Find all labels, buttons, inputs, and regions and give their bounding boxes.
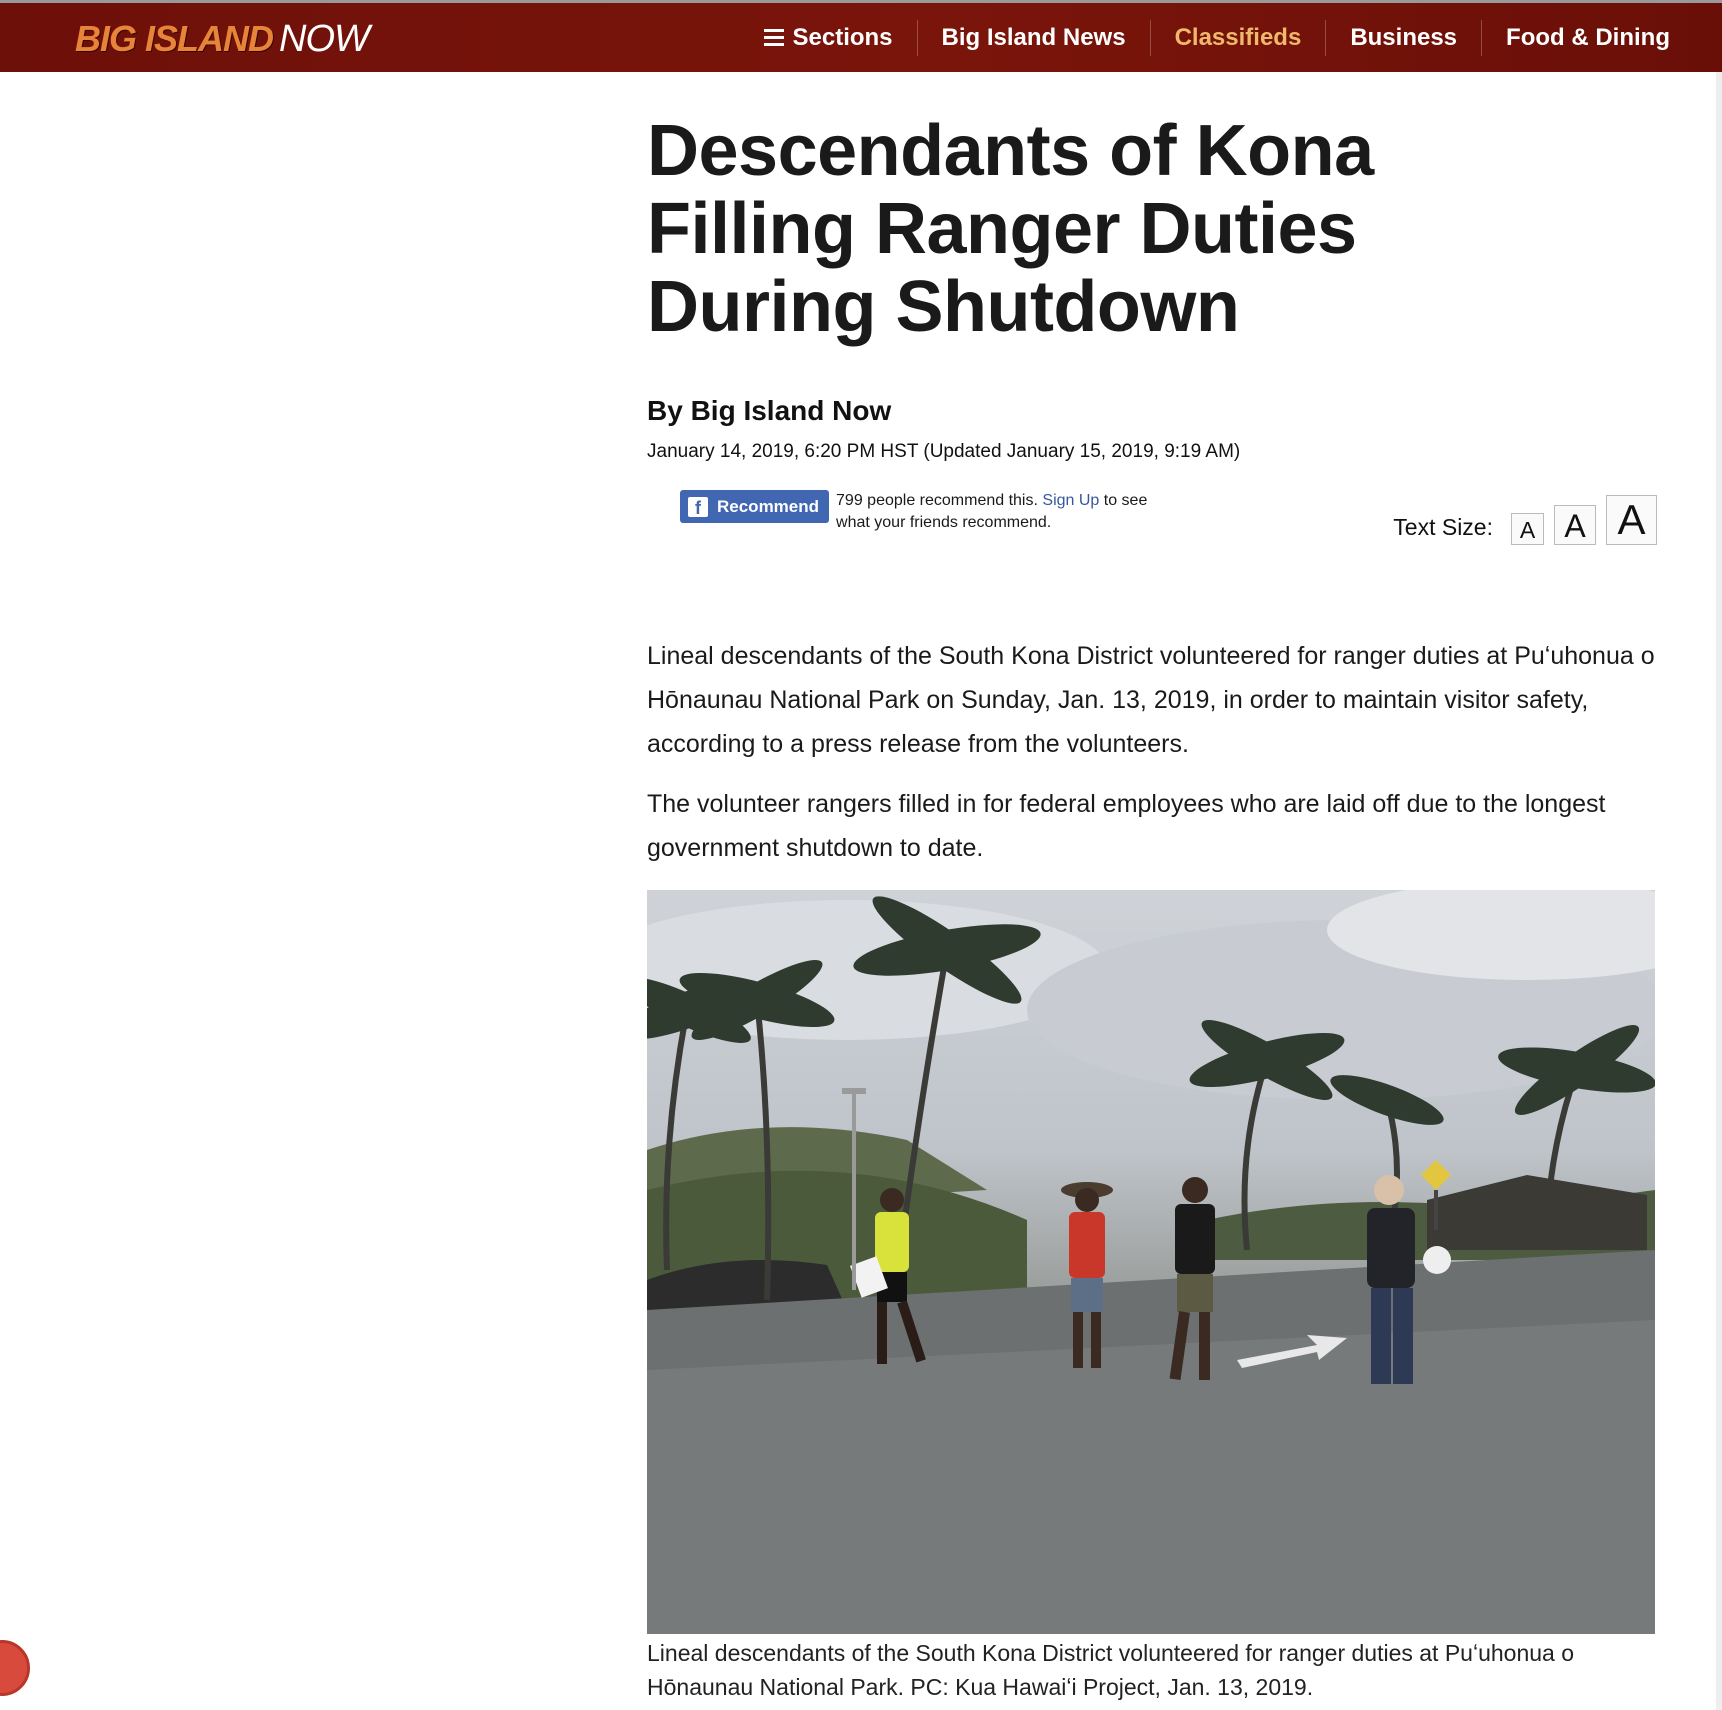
text-size-medium-button[interactable]: A bbox=[1554, 505, 1596, 545]
facebook-recommend-label: Recommend bbox=[717, 496, 820, 516]
facebook-recommend-widget bbox=[680, 490, 1166, 534]
article bbox=[647, 111, 1657, 862]
facebook-recommend-button[interactable] bbox=[680, 490, 829, 523]
facebook-recommend-text bbox=[836, 490, 1166, 534]
article-dateline: January 14, 2019, 6:20 PM HST (Updated January 15, 2019, 9:19 AM) bbox=[647, 441, 1241, 462]
nav-food-dining[interactable] bbox=[1481, 20, 1694, 56]
facebook-signup-link[interactable]: Sign Up bbox=[1042, 492, 1100, 509]
nav-sections-label: Sections bbox=[792, 23, 893, 51]
nav-big-island-news[interactable] bbox=[917, 20, 1150, 56]
nav-sections[interactable] bbox=[740, 20, 917, 56]
text-size-large-button[interactable]: A bbox=[1606, 495, 1657, 545]
facebook-signup-suffix: to see what your friends recommend. bbox=[836, 492, 1148, 531]
nav-food-dining-label: Food & Dining bbox=[1506, 23, 1670, 51]
logo-big-island: BIG ISLAND bbox=[75, 18, 274, 59]
nav-classifieds[interactable] bbox=[1150, 20, 1326, 56]
feedback-icon[interactable] bbox=[0, 1640, 30, 1696]
nav-classifieds-label: Classifieds bbox=[1174, 23, 1302, 51]
logo-now: NOW bbox=[279, 17, 369, 60]
nav-business[interactable] bbox=[1325, 20, 1481, 56]
facebook-count-text: 799 people recommend this. bbox=[836, 492, 1038, 509]
photo-caption: Lineal descendants of the South Kona District volunteered for ranger duties at Puʻuhonua o Hōnaunau National Park. PC: Kua Hawaiʻi Project, Jan. 13, 2019. bbox=[647, 1640, 1574, 1700]
article-byline: By Big Island Now bbox=[647, 395, 892, 426]
article-paragraph: The volunteer rangers filled in for federal employees who are laid off due to the longest government shutdown to date. bbox=[647, 790, 1606, 862]
site-logo[interactable] bbox=[75, 17, 369, 61]
text-size-control bbox=[1393, 495, 1657, 545]
photo-illustration bbox=[647, 890, 1655, 1634]
article-body bbox=[647, 634, 1657, 886]
text-size-label: Text Size: bbox=[1393, 514, 1493, 540]
top-navigation-bar bbox=[0, 0, 1722, 72]
page-scroll-edge bbox=[1716, 72, 1722, 1710]
article-photo bbox=[647, 890, 1655, 1634]
facebook-logo-icon: f bbox=[688, 497, 708, 517]
nav-business-label: Business bbox=[1350, 23, 1458, 51]
article-headline: Descendants of Kona Filling Ranger Duties During Shutdown bbox=[647, 111, 1374, 347]
article-paragraph: Lineal descendants of the South Kona District volunteered for ranger duties at Puʻuhonua o Hōnaunau National Park on Sunday, Jan. 13, 2019, in order to maintain visitor safety, according to a press release from the volunteers. bbox=[647, 642, 1655, 758]
main-nav bbox=[740, 3, 1695, 72]
nav-big-island-news-label: Big Island News bbox=[941, 23, 1126, 51]
text-size-small-button[interactable]: A bbox=[1511, 513, 1544, 545]
menu-icon bbox=[764, 25, 784, 50]
